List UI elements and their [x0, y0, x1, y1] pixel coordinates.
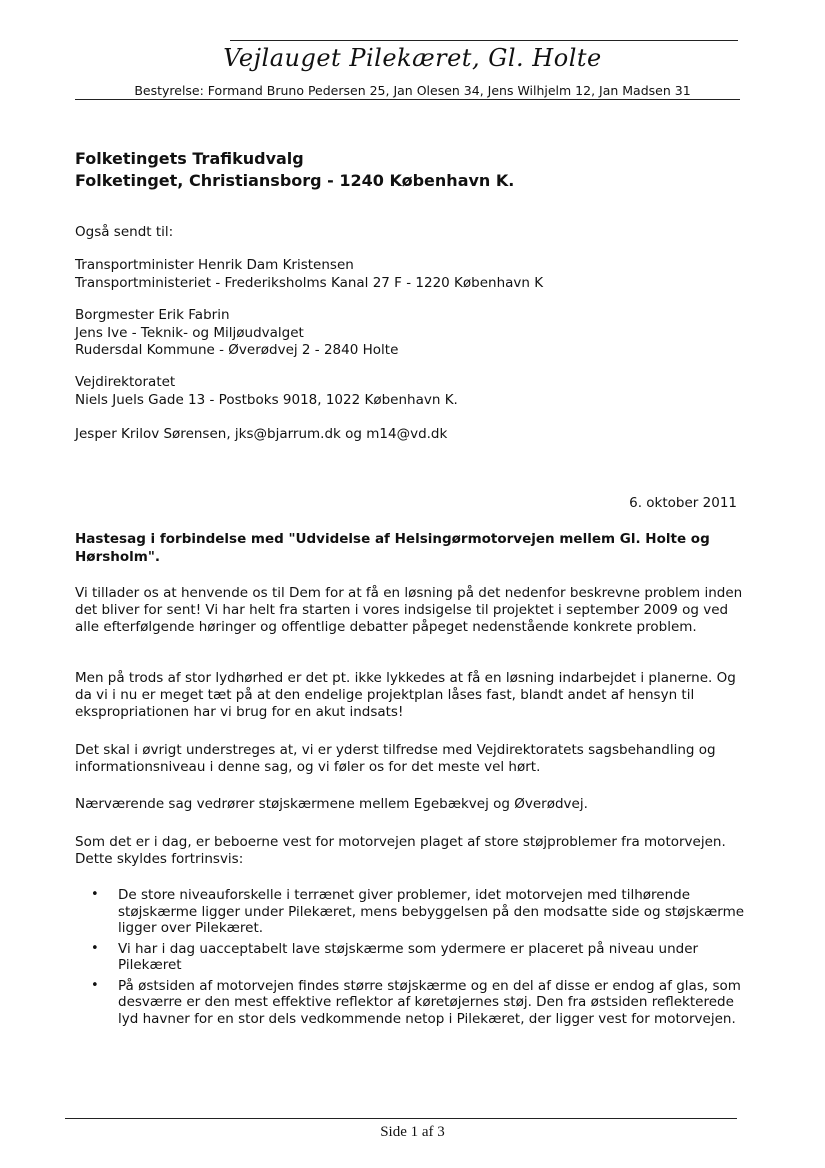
body-paragraph: Det skal i øvrigt understreges at, vi er yderst tilfredse med Vejdirektoratets sagsbehandling og informationsniveau i denne sag, og vi føler os for det meste vel hørt. [75, 742, 716, 775]
cc-heading: Også sendt til: [75, 224, 174, 240]
page-number: Side 1 af 3 [380, 1124, 445, 1140]
recipient-committee: Folketingets Trafikudvalg [75, 149, 304, 168]
list-item: • Vi har i dag uacceptabelt lave støjskærme som ydermere er placeret på niveau under Pilekæret [91, 941, 751, 974]
cc-line: Niels Juels Gade 13 - Postboks 9018, 1022 København K. [75, 392, 458, 408]
list-item: • På østsiden af motorvejen findes større støjskærme og en del af disse er endog af glas, som desværre er den mest effektive reflektor af køretøjernes støj. Den fra østsiden reflekterede lyd havner for en stor dels vedkommende netop i Pilekæret, der ligger vest for motorvejen. [91, 978, 751, 1028]
body-paragraph: Som det er i dag, er beboerne vest for motorvejen plaget af store støjproblemer fra motorvejen. Dette skyldes fortrinsvis: [75, 834, 726, 867]
header-top-rule [230, 40, 738, 41]
board-members: Bestyrelse: Formand Bruno Pedersen 25, Jan Olesen 34, Jens Wilhjelm 12, Jan Madsen 31 [134, 83, 691, 98]
footer-rule [65, 1118, 737, 1119]
header-bottom-rule [75, 99, 740, 100]
recipient-address: Folketinget, Christiansborg - 1240 København K. [75, 171, 515, 190]
body-paragraph: Vi tillader os at henvende os til Dem for at få en løsning på det nedenfor beskrevne problem inden det bliver for sent! Vi har helt fra starten i vores indsigelse til projektet i september 2009 og ved alle efterfølgende høringer og offentlige debatter påpeget nedenstående konkrete problem. [75, 585, 743, 635]
cc-line: Vejdirektoratet [75, 374, 176, 390]
letter-subject: Hastesag i forbindelse med "Udvidelse af Helsingørmotorvejen mellem Gl. Holte og Hørsholm". [75, 531, 710, 565]
cc-line: Jesper Krilov Sørensen, jks@bjarrum.dk og m14@vd.dk [75, 426, 448, 442]
body-paragraph: Nærværende sag vedrører støjskærmene mellem Egebækvej og Øverødvej. [75, 796, 588, 812]
cc-line: Rudersdal Kommune - Øverødvej 2 - 2840 Holte [75, 342, 399, 358]
cc-line: Jens Ive - Teknik- og Miljøudvalget [75, 325, 304, 341]
letter-date: 6. oktober 2011 [629, 495, 737, 511]
letterhead-title: Vejlauget Pilekæret, Gl. Holte [223, 44, 602, 72]
cc-line: Borgmester Erik Fabrin [75, 307, 230, 323]
list-item: • De store niveauforskelle i terrænet giver problemer, idet motorvejen med tilhørende støjskærme ligger under Pilekæret, mens bebyggelsen på den modsatte side og støjskærme ligger over Pilekæret. [91, 887, 751, 937]
body-paragraph: Men på trods af stor lydhørhed er det pt. ikke lykkedes at få en løsning indarbejdet i planerne. Og da vi i nu er meget tæt på at den endelige projektplan låses fast, blandt andet af hensyn til ekspropriationen har vi brug for en akut indsats! [75, 670, 736, 720]
cause-list [91, 887, 751, 1031]
cc-line: Transportminister Henrik Dam Kristensen [75, 257, 354, 273]
cc-line: Transportministeriet - Frederiksholms Kanal 27 F - 1220 København K [75, 275, 544, 291]
